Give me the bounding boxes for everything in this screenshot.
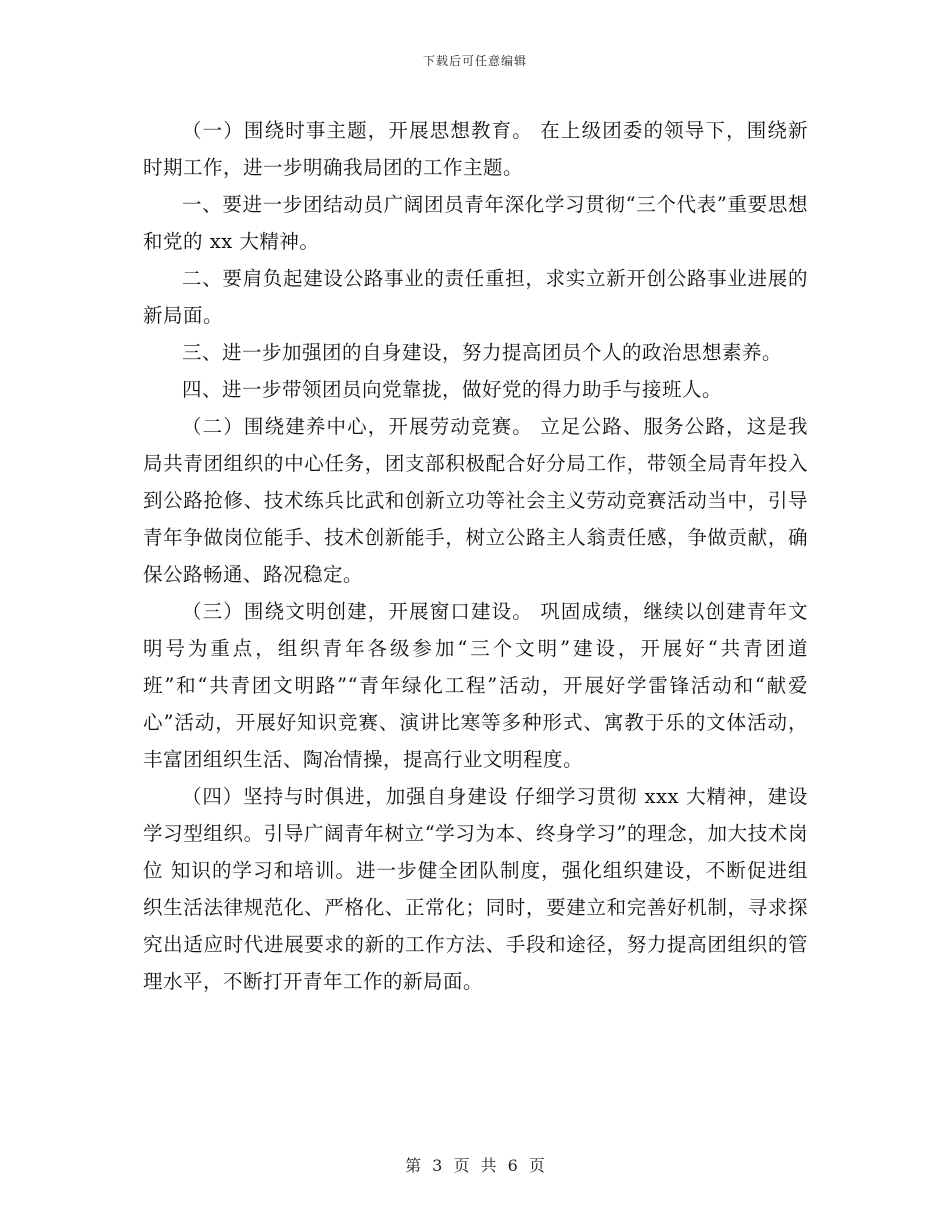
document-body bbox=[143, 112, 808, 1000]
paragraph-item-three: 三、进一步加强团的自身建设，努力提高团员个人的政治思想素养。 bbox=[182, 341, 783, 364]
paragraph-item-four: 四、进一步带领团员向党靠拢，做好党的得力助手与接班人。 bbox=[182, 378, 723, 401]
paragraph-self-construction: （四）坚持与时俱进，加强自身建设 仔细学习贯彻 xxx 大精神，建设学习型组织。引导广阔青年树立“学习为本、终身学习”的理念，加大技术岗位 知识的学习和培训。进一步健全团队制度，强化组织建设，不断促进组织生活法律规范化、严格化、正常化；同时，要建立和完善好机制，寻求探究出适应时代进展要求的新的工作方法、手段和途径，努力提高团组织的管理水平，不断打开青年工作的新局面。 bbox=[143, 785, 808, 993]
paragraph-item-two: 二、要肩负起建设公路事业的责任重担，求实立新开创公路事业进展的新局面。 bbox=[143, 267, 808, 327]
paragraph-item-one: 一、要进一步团结动员广阔团员青年深化学习贯彻“三个代表”重要思想和党的 xx 大精神。 bbox=[143, 193, 808, 253]
paragraph-labor-competition: （二）围绕建养中心，开展劳动竞赛。 立足公路、服务公路，这是我局共青团组织的中心任务，团支部积极配合好分局工作，带领全局青年投入到公路抢修、技术练兵比武和创新立功等社会主义劳动竞赛活动当中，引导青年争做岗位能手、技术创新能手，树立公路主人翁责任感，争做贡献，确保公路畅通、路况稳定。 bbox=[143, 415, 808, 586]
page-number-footer: 第 3 页 共 6 页 bbox=[405, 1156, 545, 1175]
page-header-note: 下载后可任意编辑 bbox=[422, 54, 527, 68]
paragraph-window-construction: （三）围绕文明创建，开展窗口建设。 巩固成绩，继续以创建青年文明号为重点，组织青年各级参加“三个文明”建设，开展好“共青团道班”和“共青团文明路”“青年绿化工程”活动，开展好学雷锋活动和“献爱心”活动，开展好知识竞赛、演讲比寒等多种形式、寓教于乐的文体活动，丰富团组织生活、陶冶情操，提高行业文明程度。 bbox=[143, 600, 808, 771]
paragraph-theme-education: （一）围绕时事主题，开展思想教育。 在上级团委的领导下，围绕新时期工作，进一步明确我局团的工作主题。 bbox=[143, 119, 808, 179]
